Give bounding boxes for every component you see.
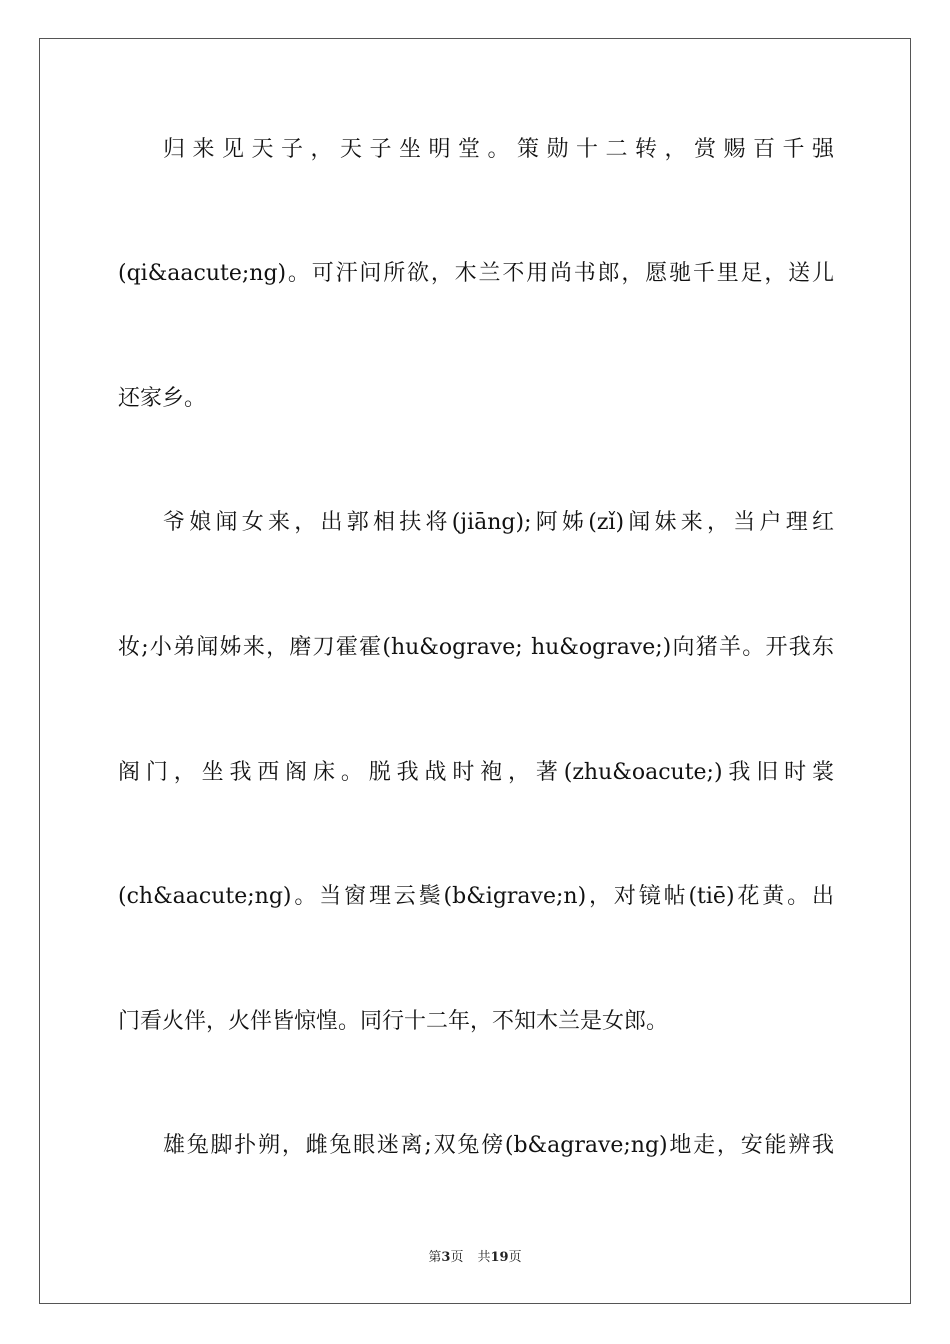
- text-line: 雄兔脚扑朔，雌兔眼迷离;双兔傍(b&agrave;ng)地走，安能辨我: [163, 1133, 834, 1158]
- text-line: 阁门，坐我西阁床。脱我战时袍，著(zhu&oacute;)我旧时裳: [118, 760, 834, 785]
- page-number: 3: [441, 1250, 451, 1265]
- text-line: 爷娘闻女来，出郭相扶将(jiāng);阿姊(zǐ)闻妹来，当户理红: [163, 510, 834, 535]
- text-line: 妆;小弟闻姊来，磨刀霍霍(hu&ograve; hu&ograve;)向猪羊。开我东: [118, 635, 834, 660]
- footer-prefix: 第: [428, 1250, 442, 1265]
- text-line: (ch&aacute;ng)。当窗理云鬓(b&igrave;n)，对镜帖(tiē)花黄。出: [118, 884, 834, 909]
- footer-total-suffix: 页: [508, 1250, 522, 1265]
- footer-total-prefix: 共: [477, 1250, 491, 1265]
- text-line: 归来见天子，天子坐明堂。策勋十二转，赏赐百千强: [163, 137, 834, 162]
- footer-page-suffix: 页: [450, 1250, 464, 1265]
- text-line: (qi&aacute;ng)。可汗问所欲，木兰不用尚书郎，愿驰千里足，送儿: [118, 261, 834, 286]
- page-border: [39, 38, 911, 1304]
- total-pages: 19: [490, 1250, 509, 1265]
- page-footer: [0, 1246, 950, 1265]
- text-line: 还家乡。: [118, 386, 207, 411]
- text-line: 门看火伴，火伴皆惊惶。同行十二年，不知木兰是女郎。: [118, 1009, 669, 1034]
